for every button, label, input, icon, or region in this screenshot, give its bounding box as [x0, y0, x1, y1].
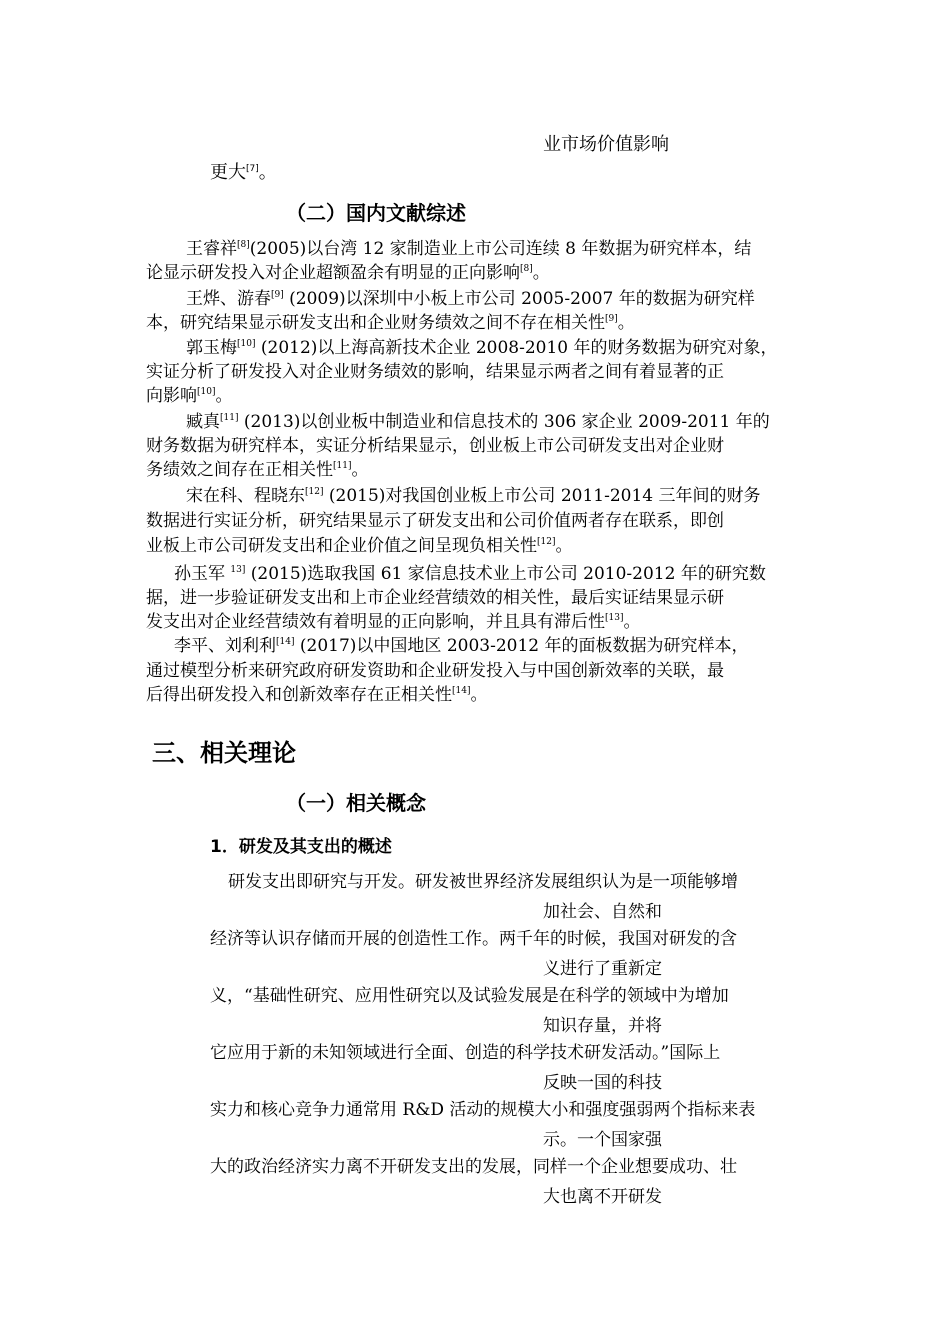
paragraph-line-wrap: 大也离不开研发 — [543, 1187, 662, 1207]
paragraph-text: 后得出研发投入和创新效率存在正相关性 — [146, 685, 452, 705]
paragraph-line — [146, 660, 724, 682]
citation-ref: [8] — [237, 240, 250, 250]
paragraph-line-wrap: 反映一国的科技 — [543, 1073, 662, 1093]
paragraph-text: (2013)以创业板中制造业和信息技术的 306 家企业 2009-2011 年的 — [238, 412, 770, 432]
paragraph-line-wrap: 知识存量，并将 — [543, 1016, 662, 1036]
paragraph-text: 。 — [470, 685, 488, 705]
paragraph-text: 业板上市公司研发支出和企业价值之间呈现负相关性 — [146, 536, 537, 556]
citation-ref: [11] — [333, 461, 352, 471]
paragraph-line — [186, 411, 770, 433]
paragraph-text: 。 — [532, 263, 550, 283]
paragraph-text: 臧真 — [186, 412, 220, 432]
paragraph-text: 王烨、游春 — [186, 289, 271, 309]
continued-text-end — [210, 158, 277, 184]
paragraph-text: (2017)以中国地区 2003-2012 年的面板数据为研究样本， — [294, 636, 749, 656]
paragraph-text: 。 — [617, 313, 635, 333]
subsection-heading-rd-overview: 1．研发及其支出的概述 — [210, 837, 392, 857]
paragraph-line — [146, 459, 368, 481]
paragraph-text: 通过模型分析来研究政府研发资助和企业研发投入与中国创新效率的关联，最 — [146, 661, 724, 681]
chapter-heading-related-theory: 三、相关理论 — [152, 739, 296, 767]
citation-ref: [14] — [452, 686, 471, 696]
paragraph-line — [146, 684, 487, 706]
paragraph-line: 研发支出即研究与开发。研发被世界经济发展组织认为是一项能够增 — [228, 872, 738, 892]
paragraph-text: 论显示研发投入对企业超额盈余有明显的正向影响 — [146, 263, 520, 283]
paragraph-line — [146, 587, 724, 609]
paragraph-text: 实证分析了研发投入对企业财务绩效的影响，结果显示两者之间有着显著的正 — [146, 362, 724, 382]
paragraph-line — [146, 385, 232, 407]
paragraph-text: 财务数据为研究样本，实证分析结果显示，创业板上市公司研发支出对企业财 — [146, 436, 724, 456]
citation-ref: [13] — [605, 613, 624, 623]
paragraph-line — [186, 238, 751, 260]
paragraph-text: 王睿祥 — [186, 239, 237, 259]
paragraph-line: 义，“基础性研究、应用性研究以及试验发展是在科学的领域中为增加 — [210, 986, 729, 1006]
paragraph-line — [146, 510, 724, 532]
paragraph-text: (2015)对我国创业板上市公司 2011-2014 三年间的财务 — [323, 486, 761, 506]
paragraph-text: 郭玉梅 — [186, 338, 237, 358]
citation-ref: [9] — [271, 290, 284, 300]
paragraph-line — [174, 635, 749, 657]
paragraph-line-wrap: 加社会、自然和 — [543, 902, 662, 922]
citation-ref: [7] — [246, 164, 259, 174]
citation-ref: [10] — [237, 339, 256, 349]
continued-text-line: 业市场价值影响 — [543, 134, 669, 155]
paragraph-text: 孙玉军 — [174, 564, 231, 584]
paragraph-text: 据，进一步验证研发支出和上市企业经营绩效的相关性，最后实证结果显示研 — [146, 588, 724, 608]
paragraph-text: 。 — [623, 612, 641, 632]
paragraph-line: 大的政治经济实力离不开研发支出的发展，同样一个企业想要成功、壮 — [210, 1157, 737, 1177]
paragraph-text: 李平、刘利利 — [174, 636, 276, 656]
paragraph-text: 向影响 — [146, 386, 197, 406]
paragraph-line — [146, 611, 640, 633]
citation-ref: [10] — [197, 387, 216, 397]
paragraph-line — [146, 262, 550, 284]
paragraph-text: 宋在科、程晓东 — [186, 486, 305, 506]
paragraph-line: 实力和核心竞争力通常用 R&D 活动的规模大小和强度强弱两个指标来表 — [210, 1100, 756, 1120]
paragraph-line — [146, 361, 724, 383]
continued-text: 更大 — [210, 162, 246, 183]
paragraph-line — [146, 312, 635, 334]
paragraph-line: 它应用于新的未知领域进行全面、创造的科学技术研发活动。”国际上 — [210, 1043, 721, 1063]
paragraph-line — [146, 535, 572, 557]
period: 。 — [258, 162, 277, 183]
paragraph-text: (2009)以深圳中小板上市公司 2005-2007 年的数据为研究样 — [283, 289, 755, 309]
section-heading-related-concepts: （一）相关概念 — [286, 791, 426, 815]
paragraph-text: 发支出对企业经营绩效有着明显的正向影响，并且具有滞后性 — [146, 612, 605, 632]
paragraph-text: (2005)以台湾 12 家制造业上市公司连续 8 年数据为研究样本，结 — [249, 239, 752, 259]
paragraph-text: 。 — [215, 386, 233, 406]
citation-ref: [14] — [276, 637, 295, 647]
citation-ref: [11] — [220, 413, 239, 423]
paragraph-line — [186, 337, 778, 359]
citation-ref: 13] — [230, 565, 246, 575]
paragraph-text: 。 — [555, 536, 573, 556]
paragraph-line: 经济等认识存储而开展的创造性工作。两千年的时候，我国对研发的含 — [210, 929, 737, 949]
paragraph-text: 。 — [351, 460, 369, 480]
paragraph-line-wrap: 义进行了重新定 — [543, 959, 662, 979]
paragraph-text: (2012)以上海高新技术企业 2008-2010 年的财务数据为研究对象， — [255, 338, 778, 358]
citation-ref: [9] — [605, 314, 618, 324]
citation-ref: [12] — [305, 487, 324, 497]
citation-ref: [12] — [537, 537, 556, 547]
paragraph-text: 数据进行实证分析，研究结果显示了研发支出和公司价值两者存在联系，即创 — [146, 511, 724, 531]
paragraph-text: 务绩效之间存在正相关性 — [146, 460, 333, 480]
paragraph-line — [174, 563, 766, 585]
section-heading-domestic-review: （二）国内文献综述 — [286, 201, 466, 225]
citation-ref: [8] — [520, 264, 533, 274]
paragraph-text: 本，研究结果显示研发支出和企业财务绩效之间不存在相关性 — [146, 313, 605, 333]
paragraph-line — [186, 485, 761, 507]
paragraph-line — [186, 288, 755, 310]
paragraph-line — [146, 435, 724, 457]
paragraph-text: (2015)选取我国 61 家信息技术业上市公司 2010-2012 年的研究数 — [245, 564, 766, 584]
paragraph-line-wrap: 示。一个国家强 — [543, 1130, 662, 1150]
